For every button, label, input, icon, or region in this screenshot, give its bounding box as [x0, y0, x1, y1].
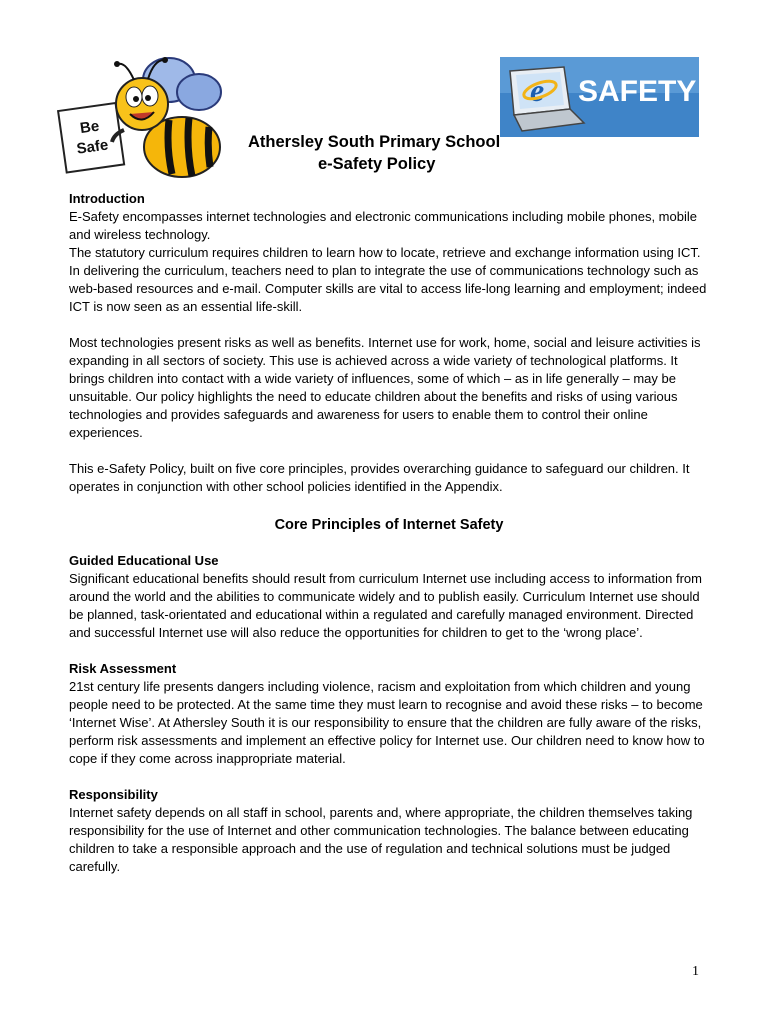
guided-use-heading: Guided Educational Use — [69, 553, 219, 568]
intro-paragraph-4: This e-Safety Policy, built on five core principles, provides overarching guidance to safeguard our children. It operates in conjunction with other school policies identified in the Appendix. — [69, 461, 690, 494]
responsibility-heading: Responsibility — [69, 787, 158, 802]
esafety-logo — [500, 57, 699, 137]
document-body — [69, 190, 709, 876]
school-name-title: Athersley South Primary School — [248, 133, 501, 151]
svg-text:Be: Be — [78, 117, 101, 138]
policy-title: e-Safety Policy — [318, 155, 436, 173]
core-principles-heading: Core Principles of Internet Safety — [274, 517, 504, 533]
bee-be-safe-logo — [54, 52, 228, 186]
svg-text:Safe: Safe — [75, 136, 110, 158]
intro-paragraph-2: The statutory curriculum requires children to learn how to locate, retrieve and exchange information using ICT. In delivering the curriculum, teachers need to plan to integrate the use of communications technology such as web-based resources and e-mail. Computer skills are vital to access life-long learning and employment; indeed ICT is now seen as an essential life-skill. — [69, 245, 707, 314]
page-number: 1 — [692, 964, 699, 979]
svg-text:e: e — [530, 72, 545, 108]
responsibility-paragraph: Internet safety depends on all staff in school, parents and, where appropriate, the children themselves taking responsibility for the use of Internet and other communication technologies. The balance between educating children to take a responsible approach and the use of regulation and technical solutions must be judged carefully. — [69, 805, 693, 874]
risk-assessment-paragraph: 21st century life presents dangers including violence, racism and exploitation from which children and young people need to be protected. At the same time they must learn to recognise and avoid these risks – to become ‘Internet Wise’. At Athersley South it is our responsibility to ensure that the children are fully aware of the risks, perform risk assessments and implement an effective policy for Internet use. Our children need to know how to cope if they come across inappropriate material. — [69, 679, 705, 766]
intro-paragraph-1: E-Safety encompasses internet technologies and electronic communications including mobile phones, mobile and wireless technology. — [69, 209, 697, 242]
guided-use-paragraph: Significant educational benefits should result from curriculum Internet use including access to information from around the world and the abilities to communicate widely and to publish easily. Curriculum Internet use should be planned, task-orientated and educational within a regulated and carefully managed environment. Directed and successful Internet use will also reduce the opportunities for children to get to the ‘wrong place’. — [69, 571, 702, 640]
svg-text:SAFETY: SAFETY — [578, 75, 697, 108]
introduction-heading: Introduction — [69, 191, 145, 206]
intro-paragraph-3: Most technologies present risks as well as benefits. Internet use for work, home, social and leisure activities is expanding in all sectors of society. This use is achieved across a wide variety of technological platforms. It brings children into contact with a wide variety of influences, some of which – as in life generally – may be unsuitable. Our policy highlights the need to educate children about the benefits and risks of using various technologies and provides safeguards and awareness for users to enable them to control their online experiences. — [69, 335, 701, 440]
risk-assessment-heading: Risk Assessment — [69, 661, 177, 676]
